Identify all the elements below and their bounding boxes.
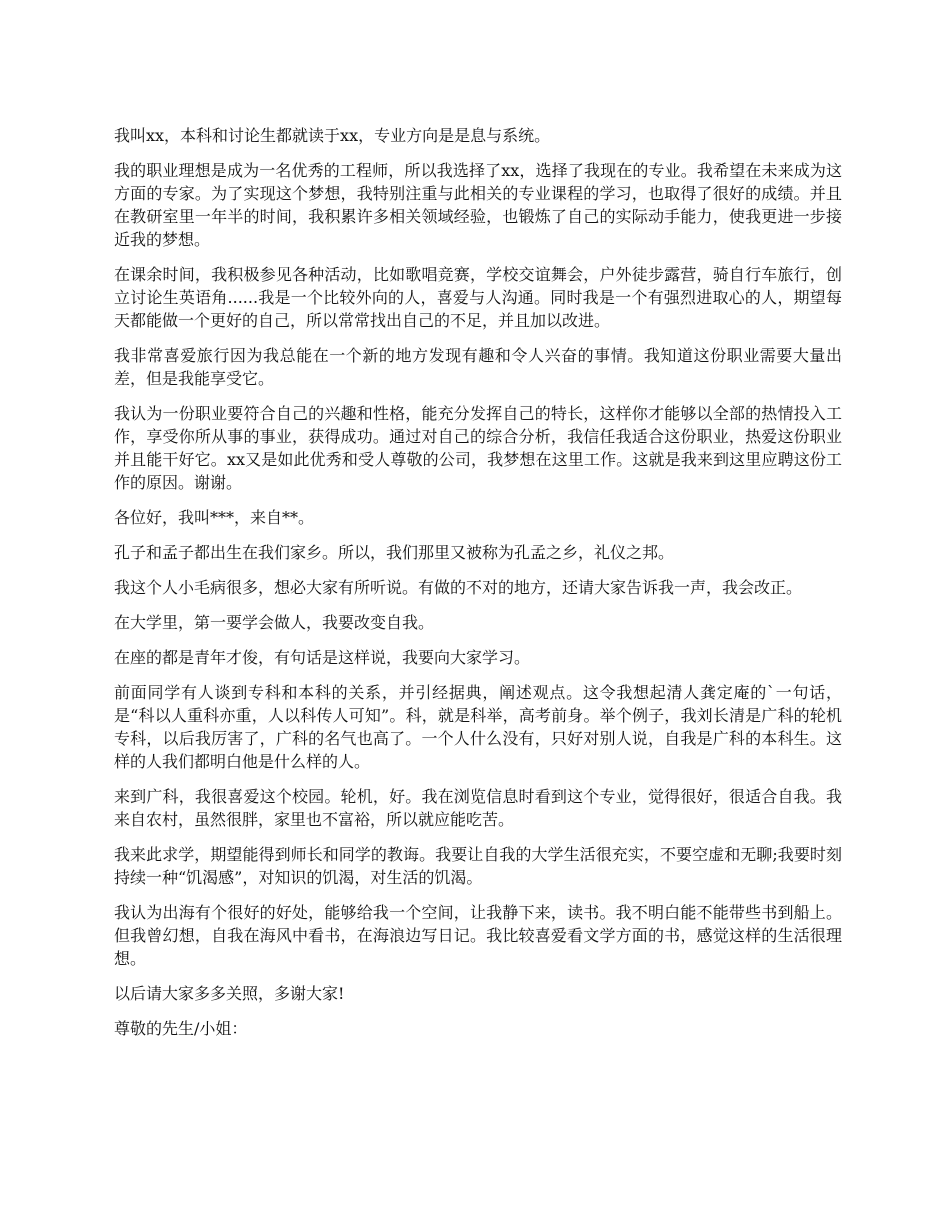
paragraph-15: 以后请大家多多关照，多谢大家! xyxy=(114,984,345,1003)
paragraph-2: 我的职业理想是成为一名优秀的工程师，所以我选择了xx，选择了我现在的专业。我希望在未来成为这方面的专家。为了实现这个梦想，我特别注重与此相关的专业课程的学习，也取得了很好的成绩。并且在教研室里一年半的时间，我积累许多相关领域经验，也锻炼了自己的实际动手能力，使我更进一步接近我的梦想。 xyxy=(114,161,842,249)
paragraph-4: 我非常喜爱旅行因为我总能在一个新的地方发现有趣和令人兴奋的事情。我知道这份职业需要大量出差，但是我能享受它。 xyxy=(114,346,842,388)
paragraph-13: 我来此求学，期望能得到师长和同学的教诲。我要让自我的大学生活很充实，不要空虚和无聊;我要时刻持续一种“饥渴感”，对知识的饥渴，对生活的饥渴。 xyxy=(114,845,842,887)
paragraph-5: 我认为一份职业要符合自己的兴趣和性格，能充分发挥自己的特长，这样你才能够以全部的热情投入工作，享受你所从事的事业，获得成功。通过对自己的综合分析，我信任我适合这份职业，热爱这份职业并且能干好它。xx又是如此优秀和受人尊敬的公司，我梦想在这里工作。这就是我来到这里应聘这份工作的原因。谢谢。 xyxy=(114,404,842,492)
document-body xyxy=(114,124,842,1052)
paragraph-3: 在课余时间，我积极参见各种活动，比如歌唱竞赛，学校交谊舞会，户外徒步露营，骑自行车旅行，创立讨论生英语角......我是一个比较外向的人，喜爱与人沟通。同时我是一个有强烈进取心的人，期望每天都能做一个更好的自己，所以常常找出自己的不足，并且加以改进。 xyxy=(114,265,842,330)
paragraph-10: 在座的都是青年才俊，有句话是这样说，我要向大家学习。 xyxy=(114,648,531,667)
paragraph-12: 来到广科，我很喜爱这个校园。轮机，好。我在浏览信息时看到这个专业，觉得很好，很适合自我。我来自农村，虽然很胖，家里也不富裕，所以就应能吃苦。 xyxy=(114,787,842,829)
paragraph-6: 各位好，我叫***，来自**。 xyxy=(114,508,315,527)
paragraph-14: 我认为出海有个很好的好处，能够给我一个空间，让我静下来，读书。我不明白能不能带些书到船上。但我曾幻想，自我在海风中看书，在海浪边写日记。我比较喜爱看文学方面的书，感觉这样的生活很理想。 xyxy=(114,903,842,968)
paragraph-16: 尊敬的先生/小姐： xyxy=(114,1019,248,1038)
paragraph-7: 孔子和孟子都出生在我们家乡。所以，我们那里又被称为孔孟之乡，礼仪之邦。 xyxy=(114,543,675,562)
paragraph-9: 在大学里，第一要学会做人，我要改变自我。 xyxy=(114,613,435,632)
paragraph-8: 我这个人小毛病很多，想必大家有所听说。有做的不对的地方，还请大家告诉我一声，我会改正。 xyxy=(114,578,803,597)
paragraph-1: 我叫xx，本科和讨论生都就读于xx，专业方向是是息与系统。 xyxy=(114,126,551,145)
paragraph-11: 前面同学有人谈到专科和本科的关系，并引经据典，阐述观点。这令我想起清人龚定庵的`一句话，是“科以人重科亦重，人以科传人可知”。科，就是科举，高考前身。举个例子，我刘长清是广科的轮机专科，以后我厉害了，广科的名气也高了。一个人什么没有，只好对别人说，自我是广科的本科生。这样的人我们都明白他是什么样的人。 xyxy=(114,683,842,771)
